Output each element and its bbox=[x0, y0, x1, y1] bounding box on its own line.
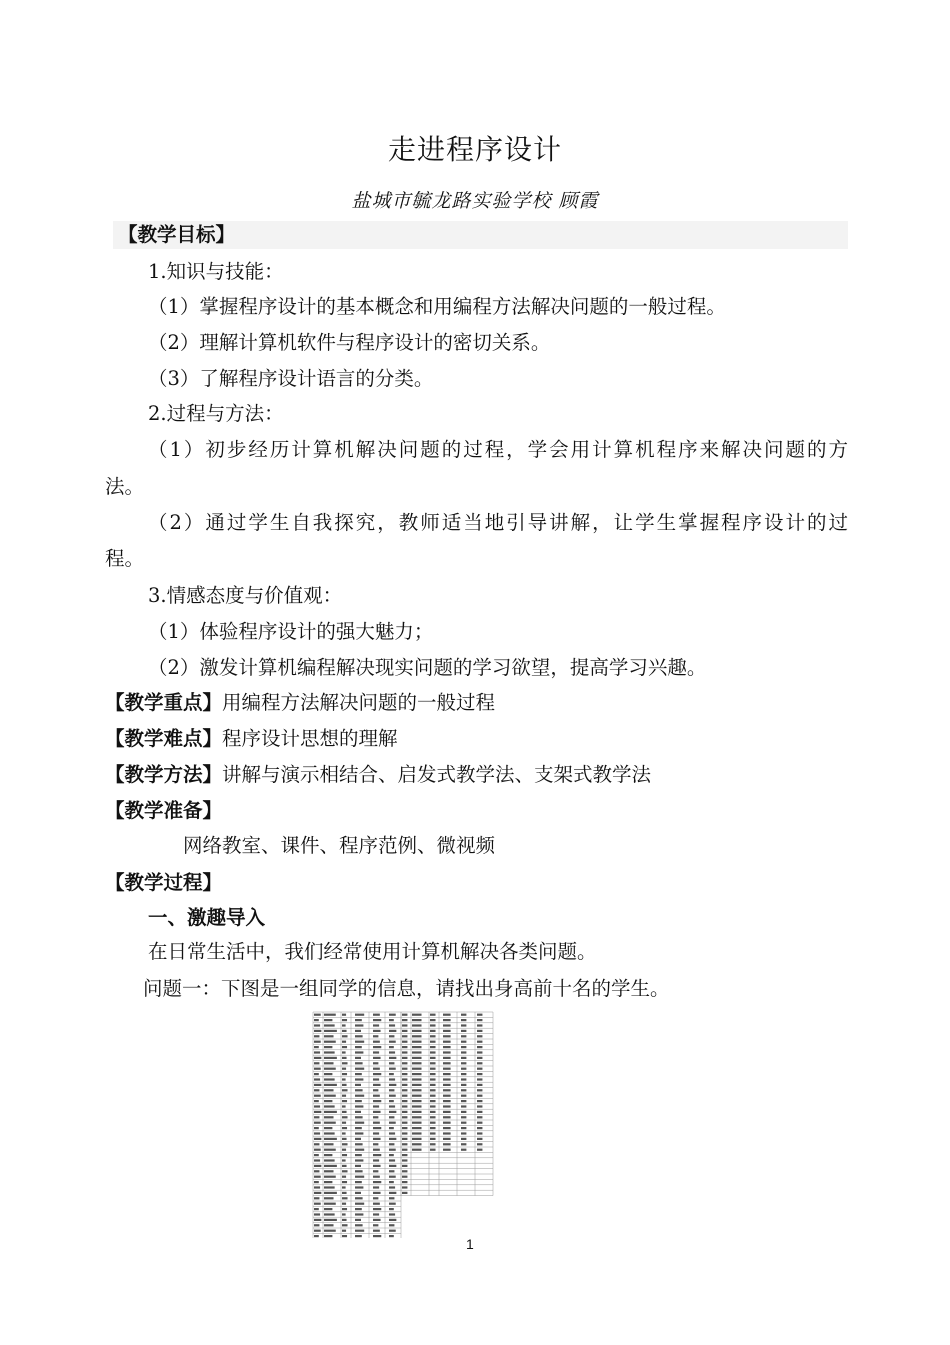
document-title: 走进程序设计 bbox=[387, 133, 562, 166]
intro-paragraph-2: 问题一：下图是一组同学的信息，请找出身高前十名的学生。 bbox=[143, 977, 670, 1000]
student-info-table-image bbox=[311, 1010, 506, 1238]
method-label: 【教学方法】 bbox=[105, 763, 223, 786]
intro-paragraph-1: 在日常生活中，我们经常使用计算机解决各类问题。 bbox=[148, 940, 597, 963]
objective-1-item-1: （1）掌握程序设计的基本概念和用编程方法解决问题的一般过程。 bbox=[148, 295, 726, 318]
preparation-text: 网络教室、课件、程序范例、微视频 bbox=[183, 834, 496, 857]
key-point-line bbox=[105, 689, 495, 717]
difficulty-text: 程序设计思想的理解 bbox=[222, 727, 398, 750]
objective-2-item-1-line-1: （1）初步经历计算机解决问题的过程，学会用计算机程序来解决问题的方 bbox=[148, 438, 848, 461]
objective-3-title: 3.情感态度与价值观： bbox=[148, 584, 343, 607]
objective-2-item-1-line-2: 法。 bbox=[105, 475, 145, 498]
key-point-text: 用编程方法解决问题的一般过程 bbox=[222, 691, 496, 714]
objective-1-item-3: （3）了解程序设计语言的分类。 bbox=[148, 367, 434, 390]
page-number: 1 bbox=[466, 1236, 474, 1252]
objective-2-item-2-line-2: 程。 bbox=[105, 547, 145, 570]
objective-1-title: 1.知识与技能： bbox=[148, 260, 284, 283]
process-label: 【教学过程】 bbox=[105, 871, 223, 894]
method-line bbox=[105, 761, 651, 789]
preparation-label: 【教学准备】 bbox=[105, 799, 223, 822]
objective-2-title: 2.过程与方法： bbox=[148, 402, 284, 425]
objective-1-item-2: （2）理解计算机软件与程序设计的密切关系。 bbox=[148, 331, 551, 354]
author-line: 盐城市毓龙路实验学校 顾霞 bbox=[351, 190, 599, 212]
section-1-heading: 一、激趣导入 bbox=[148, 906, 266, 929]
difficulty-line bbox=[105, 725, 398, 753]
method-text: 讲解与演示相结合、启发式教学法、支架式教学法 bbox=[222, 763, 652, 786]
objective-3-item-1: （1）体验程序设计的强大魅力； bbox=[148, 620, 434, 643]
objectives-heading: 【教学目标】 bbox=[118, 223, 236, 246]
objective-3-item-2: （2）激发计算机编程解决现实问题的学习欲望，提高学习兴趣。 bbox=[148, 656, 707, 679]
difficulty-label: 【教学难点】 bbox=[105, 727, 223, 750]
objective-2-item-2-line-1: （2）通过学生自我探究，教师适当地引导讲解，让学生掌握程序设计的过 bbox=[148, 511, 848, 534]
key-point-label: 【教学重点】 bbox=[105, 691, 223, 714]
